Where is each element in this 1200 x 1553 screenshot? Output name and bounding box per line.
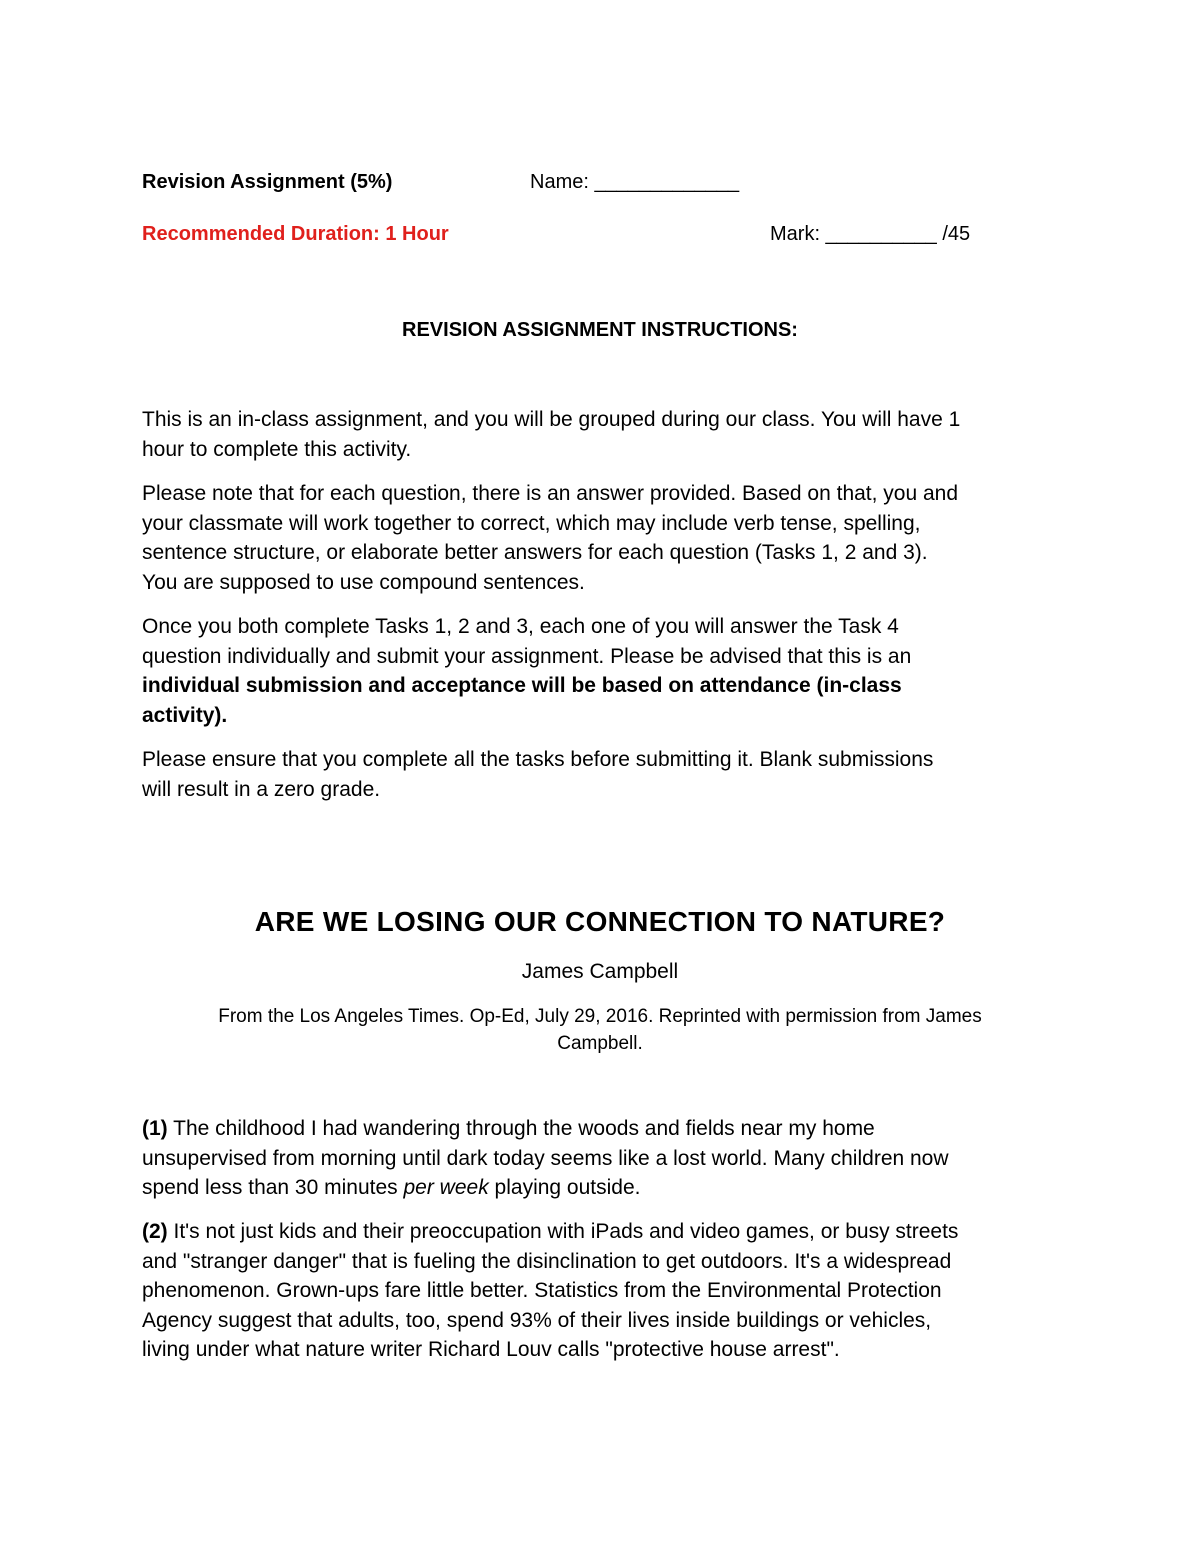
text-line: You are supposed to use compound sentences.: [142, 570, 585, 594]
source-line: Campbell.: [557, 1033, 643, 1054]
recommended-duration: Recommended Duration: 1 Hour: [142, 223, 449, 245]
mark-field-label: Mark: __________ /45: [770, 223, 971, 245]
assignment-title: Revision Assignment (5%): [142, 171, 393, 193]
text-line: unsupervised from morning until dark today seems like a lost world. Many children now: [142, 1146, 949, 1170]
instructions-paragraph-4: [142, 745, 1072, 804]
text-line: [142, 1217, 1072, 1247]
article-title: ARE WE LOSING OUR CONNECTION TO NATURE?: [254, 906, 946, 937]
text-line: Agency suggest that adults, too, spend 93% of their lives inside buildings or vehicles,: [142, 1308, 932, 1332]
instructions-paragraph-3: [142, 612, 1072, 730]
instructions-paragraph-2: [142, 479, 1072, 597]
text-line: and "stranger danger" that is fueling the disinclination to get outdoors. It's a widespread: [142, 1249, 952, 1273]
name-field-label: Name: _____________: [530, 171, 740, 193]
article-author: James Campbell: [521, 960, 679, 983]
text-segment: It's not just kids and their preoccupation with iPads and video games, or busy streets: [167, 1220, 959, 1243]
text-line: sentence structure, or elaborate better answers for each question (Tasks 1, 2 and 3).: [142, 541, 928, 564]
paragraph-number: (1): [142, 1117, 168, 1140]
text-segment: playing outside.: [488, 1176, 641, 1199]
text-line: Please ensure that you complete all the tasks before submitting it. Blank submissions: [142, 748, 934, 771]
text-line: Once you both complete Tasks 1, 2 and 3, each one of you will answer the Task 4: [142, 615, 899, 638]
text-line: phenomenon. Grown-ups fare little better. Statistics from the Environmental Protection: [142, 1279, 942, 1302]
article-source: [160, 1003, 1040, 1057]
text-line: hour to complete this activity.: [142, 437, 412, 461]
instructions-title: REVISION ASSIGNMENT INSTRUCTIONS:: [402, 319, 798, 341]
text-line: your classmate will work together to correct, which may include verb tense, spelling,: [142, 511, 921, 535]
text-line: living under what nature writer Richard Louv calls "protective house arrest".: [142, 1338, 840, 1361]
text-line: question individually and submit your assignment. Please be advised that this is an: [142, 644, 912, 668]
paragraph-number: (2): [142, 1220, 168, 1243]
text-line: Please note that for each question, there is an answer provided. Based on that, you and: [142, 482, 959, 505]
article-paragraph-1: [142, 1114, 1072, 1203]
text-segment: The childhood I had wandering through the woods and fields near my home: [167, 1117, 875, 1140]
text-line-bold: activity).: [142, 703, 228, 727]
text-line-bold: individual submission and acceptance will be based on attendance (in-class: [142, 674, 902, 697]
text-line: [142, 1173, 1072, 1203]
text-line: This is an in-class assignment, and you will be grouped during our class. You will have 1: [142, 408, 961, 431]
text-line: will result in a zero grade.: [142, 777, 381, 801]
text-line: [142, 1114, 1072, 1144]
text-segment: spend less than 30 minutes: [142, 1176, 404, 1199]
source-line: From the Los Angeles Times. Op-Ed, July 29, 2016. Reprinted with permission from James: [218, 1006, 982, 1027]
article-paragraph-2: [142, 1217, 1072, 1365]
emphasis-text: per week: [403, 1176, 489, 1199]
instructions-paragraph-1: [142, 405, 1072, 464]
